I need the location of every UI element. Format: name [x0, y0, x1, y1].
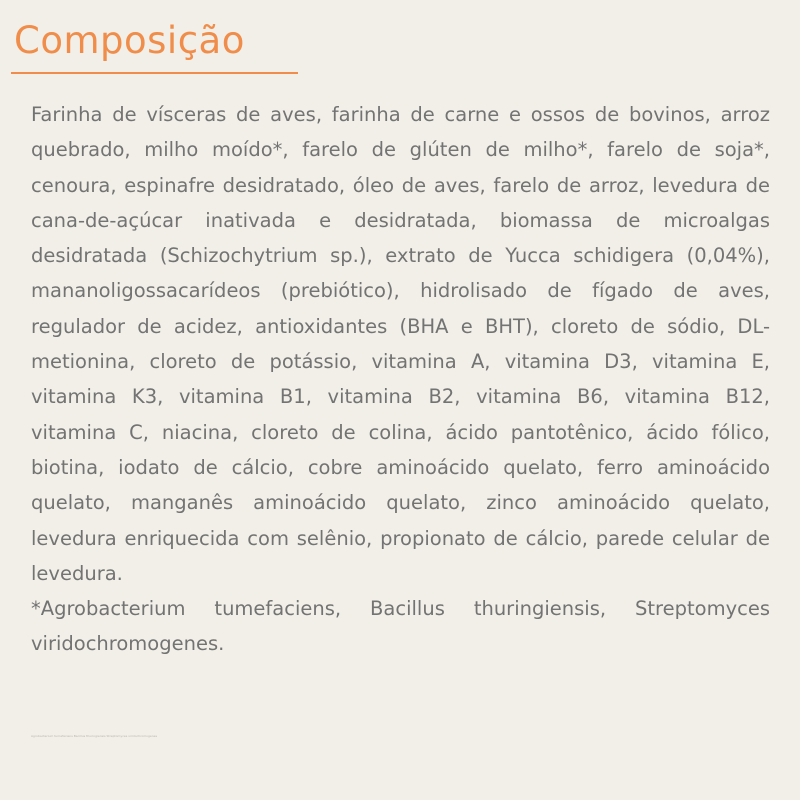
ingredients-paragraph: Farinha de vísceras de aves, farinha de carne e ossos de bovinos, arroz quebrado, milho moído*, farelo de glúten de milho*, farelo de soja*, cenoura, espinafre desidratado, óleo de aves, farelo de arroz, levedura de cana-de-açúcar inativada e desidratada, biomassa de microalgas desidratada (Schizochytrium sp.), extrato de Yucca schidigera (0,04%), mananoligossacarídeos (prebiótico), hidrolisado de fígado de aves, regulador de acidez, antioxidantes (BHA e BHT), cloreto de sódio, DL-metionina, cloreto de potássio, vitamina A, vitamina D3, vitamina E, vitamina K3, vitamina B1, vitamina B2, vitamina B6, vitamina B12, vitamina C, niacina, cloreto de colina, ácido pantotênico, ácido fólico, biotina, iodato de cálcio, cobre aminoácido quelato, ferro aminoácido quelato, manganês aminoácido quelato, zinco aminoácido quelato, levedura enriquecida com selênio, propionato de cálcio, parede celular de levedura. — [31, 103, 770, 585]
title-underline — [11, 72, 298, 74]
composition-text — [31, 97, 770, 662]
fine-print: Agrobacterium tumefaciens Bacillus thuringiensis Streptomyces viridochromogenes — [31, 734, 158, 738]
page-title: Composição — [14, 19, 245, 62]
gmo-footnote: *Agrobacterium tumefaciens, Bacillus thuringiensis, Streptomyces viridochromogenes. — [31, 597, 770, 656]
